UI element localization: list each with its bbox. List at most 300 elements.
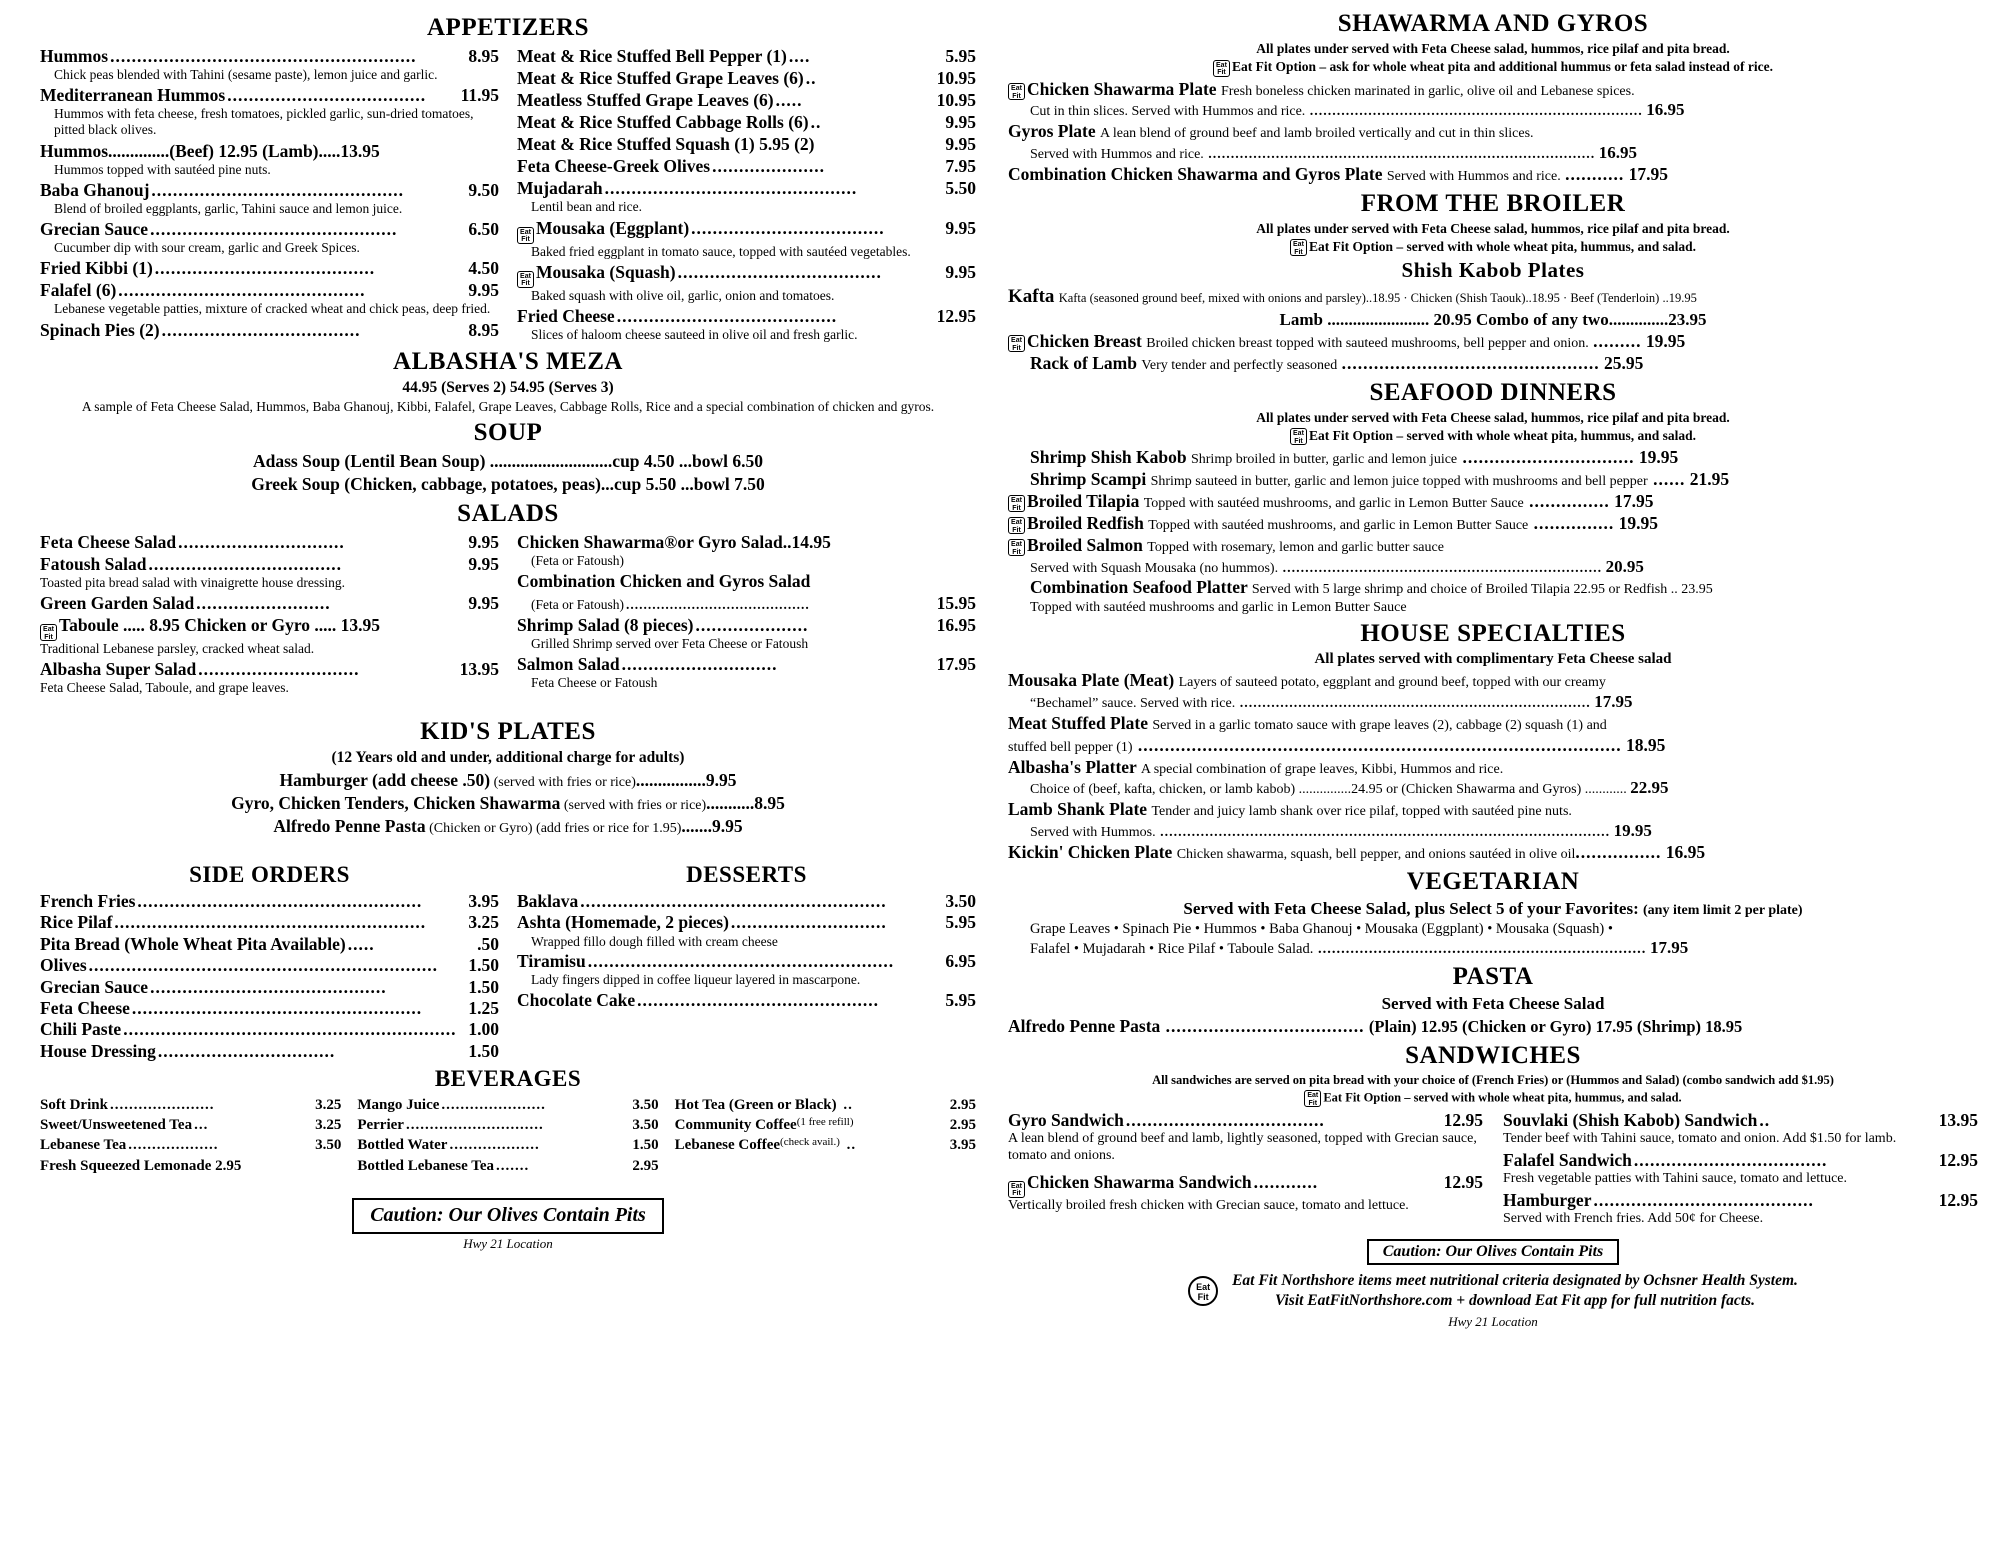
- leader-dots: .........: [1593, 330, 1642, 351]
- leader-dots: ....................................: [148, 553, 342, 574]
- eat-fit-icon: Eat Fit: [517, 227, 534, 244]
- item-desc: Baked squash with olive oil, garlic, onion and tomatoes.: [531, 287, 835, 303]
- item-name: Soft Drink: [40, 1096, 108, 1113]
- menu-item: [1008, 799, 1978, 821]
- leader-dots: ..: [841, 1137, 857, 1154]
- item-desc: Very tender and perfectly seasoned: [1141, 357, 1338, 373]
- item-name: Falafel (6): [40, 280, 117, 301]
- item-name: Feta Cheese: [40, 997, 130, 1018]
- seafood-eatfit-note: Eat Fit Eat Fit Option – served with whole wheat pita, hummus, and salad.: [1008, 428, 1978, 446]
- item-price: 12.95: [1938, 1149, 1978, 1170]
- item-price: 9.95: [468, 531, 499, 552]
- shawarma-eatfit-note: Eat Fit Eat Fit Option – ask for whole wheat pita and additional hummus or feta salad instead of rice.: [1008, 59, 1978, 77]
- section-title-broiler: FROM THE BROILER: [1360, 189, 1626, 217]
- item-price: 4.50: [468, 258, 499, 279]
- item-price: 3.95: [949, 1137, 976, 1154]
- menu-item: [40, 1041, 499, 1062]
- menu-item: [517, 155, 976, 177]
- section-title-vegetarian: VEGETARIAN: [1406, 867, 1580, 895]
- item-price: 5.95: [945, 46, 976, 66]
- item-desc: Layers of sauteed potato, eggplant and ground beef, topped with our creamy: [1178, 675, 1606, 691]
- item-price: 18.95: [1626, 734, 1666, 755]
- item-desc: A lean blend of ground beef and lamb broiled vertically and cut in thin slices.: [1100, 126, 1534, 142]
- leader-dots: ............................................: [150, 976, 387, 997]
- item-name: Fried Kibbi (1): [40, 258, 153, 279]
- item-desc: Topped with sautéed mushrooms, and garlic in Lemon Butter Sauce: [1148, 517, 1529, 533]
- appetizers-columns: [40, 45, 976, 344]
- item-name: Gyro Sandwich: [1008, 1110, 1124, 1130]
- item-price: 3.50: [632, 1117, 659, 1134]
- menu-item: [40, 977, 499, 998]
- leader-dots: ......................................................................................: [1203, 146, 1596, 162]
- item-price: 6.95: [945, 951, 976, 971]
- item-price: 9.95: [945, 261, 976, 282]
- item-name: Mousaka Plate (Meat): [1008, 670, 1175, 691]
- item-price: 15.95: [936, 593, 976, 614]
- kids-subtitle: (12 Years old and under, additional charge for adults): [331, 748, 685, 766]
- shawarma-note: All plates under served with Feta Cheese salad, hummos, rice pilaf and pita bread.: [1256, 41, 1730, 56]
- item-price: 16.95: [936, 615, 976, 636]
- item-desc: A special combination of grape leaves, Kibbi, Hummos and rice.: [1140, 761, 1504, 777]
- eat-fit-icon: Eat Fit: [1008, 495, 1025, 512]
- item-name: Alfredo Penne Pasta: [1008, 1016, 1161, 1037]
- item-price: 3.50: [632, 1096, 659, 1113]
- item-price: 19.95: [1613, 821, 1652, 841]
- leader-dots: ..........................................................: [114, 912, 427, 933]
- menu-item: [517, 177, 976, 199]
- leader-dots: .....................: [712, 156, 825, 177]
- menu-item: [40, 218, 499, 240]
- item-name: Pita Bread (Whole Wheat Pita Available): [40, 933, 346, 954]
- caution-text: Caution: Our Olives Contain Pits: [1367, 1239, 1620, 1265]
- leader-dots: ..: [805, 68, 817, 89]
- leader-dots: ......................................: [677, 261, 882, 282]
- item-desc: Traditional Lebanese parsley, cracked wheat salad.: [40, 641, 315, 657]
- item-note: (1 free refill): [796, 1116, 854, 1129]
- menu-item: [40, 179, 499, 201]
- item-name: Combination Chicken and Gyros Salad: [517, 571, 811, 592]
- broiler-note: All plates under served with Feta Cheese salad, hummos, rice pilaf and pita bread.: [1256, 220, 1730, 236]
- kids-line: [40, 792, 976, 815]
- eat-fit-icon: Eat Fit: [1008, 539, 1025, 556]
- leader-dots: ...: [194, 1117, 209, 1134]
- item-name: Meat Stuffed Plate: [1008, 712, 1148, 733]
- item-desc: Slices of haloom cheese sauteed in olive oil and fresh garlic.: [531, 326, 858, 342]
- item-desc: (Feta or Fatoush): [531, 552, 624, 568]
- item-name: Rack of Lamb: [1030, 352, 1137, 373]
- item-name: Taboule ..... 8.95 Chicken or Gyro ..... 13.95: [59, 615, 381, 636]
- leader-dots: ......................: [441, 1096, 546, 1113]
- item-price: 19.95: [1618, 512, 1659, 533]
- section-title-salads: SALADS: [457, 499, 559, 527]
- menu-item: [40, 658, 499, 680]
- menu-item: [1008, 1016, 1978, 1038]
- menu-item: [1008, 79, 1978, 101]
- section-title-kids: KID'S PLATES: [420, 717, 596, 745]
- item-name: Hummos: [40, 46, 109, 66]
- beverages-col-3: [675, 1095, 976, 1176]
- item-name: Feta Cheese Salad: [40, 531, 177, 552]
- appetizers-col-2: [517, 45, 976, 344]
- menu-item: [40, 1095, 341, 1115]
- menu-item: [40, 553, 499, 575]
- menu-item: [1008, 331, 1978, 353]
- menu-item: [40, 140, 499, 162]
- leader-dots: .....: [775, 90, 803, 111]
- item-name: Chicken Breast: [1027, 330, 1142, 351]
- footer-line-1: Eat Fit Northshore items meet nutritional criteria designated by Ochsner Health System.: [1232, 1271, 1798, 1289]
- leader-dots: ............: [1253, 1171, 1319, 1192]
- menu-item: [517, 305, 976, 327]
- menu-item: [1008, 513, 1978, 535]
- item-price: 2.95: [949, 1117, 976, 1134]
- item-price: 12.95: [1443, 1171, 1483, 1192]
- section-title-sandwiches: SANDWICHES: [1405, 1042, 1581, 1069]
- item-price: 8.95: [468, 46, 499, 66]
- menu-item: [1008, 164, 1978, 186]
- item-name: House Dressing: [40, 1040, 156, 1061]
- item-price: 19.95: [1645, 330, 1686, 351]
- item-price: 3.95: [468, 891, 499, 912]
- item-name: Hummos..............(Beef) 12.95 (Lamb).....13.95: [40, 140, 380, 161]
- eat-fit-icon: Eat Fit: [40, 624, 57, 641]
- sandwiches-col-2: [1503, 1109, 1978, 1229]
- kids-line: [40, 769, 976, 792]
- item-price: 1.50: [468, 1040, 499, 1061]
- menu-item: [1503, 1109, 1978, 1131]
- item-name: Mousaka (Eggplant): [536, 217, 690, 238]
- item-name: Hot Tea (Green or Black): [674, 1096, 837, 1113]
- item-desc: Baked fried eggplant in tomato sauce, topped with sautéed vegetables.: [531, 243, 911, 259]
- item-name: Tiramisu: [517, 951, 586, 971]
- leader-dots: ...........: [1565, 163, 1625, 184]
- menu-item: [517, 531, 976, 553]
- eat-fit-icon: Eat Fit: [1008, 335, 1025, 352]
- menu-item: [40, 1019, 499, 1040]
- item-price: 8.95: [468, 319, 499, 340]
- menu-item: [357, 1095, 658, 1115]
- seafood-note: All plates under served with Feta Cheese salad, hummos, rice pilaf and pita bread.: [1256, 409, 1730, 425]
- menu-item: [517, 990, 976, 1011]
- item-name: Mediterranean Hummos: [40, 85, 226, 106]
- leader-dots: ...............................................: [151, 179, 405, 200]
- leader-dots: ...............: [1523, 490, 1610, 511]
- item-sub: Cut in thin slices. Served with Hummos and rice. .......................................................................... 16.95: [1030, 100, 1685, 120]
- item-desc: A lean blend of ground beef and lamb, lightly seasoned, topped with Grecian sauce, tomato and onions.: [1008, 1131, 1477, 1163]
- item-name: Hamburger: [1503, 1189, 1592, 1210]
- item-name: Meat & Rice Stuffed Squash (1) 5.95 (2): [517, 134, 815, 155]
- leader-dots: .....................................................: [137, 891, 423, 912]
- beverages-grid: [40, 1095, 976, 1176]
- leader-dots: ..: [810, 112, 822, 133]
- eat-fit-icon: Eat Fit: [1008, 517, 1025, 534]
- item-price: 16.95: [1665, 841, 1706, 862]
- item-price: 2.95: [949, 1096, 976, 1113]
- meza-prices: 44.95 (Serves 2) 54.95 (Serves 3): [402, 379, 614, 397]
- location-note-left: Hwy 21 Location: [463, 1235, 553, 1251]
- item-name: Lebanese Coffee: [674, 1137, 781, 1154]
- item-name: Fried Cheese: [517, 305, 615, 326]
- eat-fit-icon: Eat Fit: [1304, 1090, 1321, 1107]
- eat-fit-icon: Eat Fit: [1290, 428, 1307, 445]
- item-sub: Served with Hummos. .................................................................................................... 19.95: [1030, 821, 1652, 841]
- item-price: 5.95: [945, 912, 976, 933]
- item-name: Mango Juice: [357, 1096, 440, 1113]
- item-sub: Served with Hummos and rice. ...................................................................................... 16.95: [1030, 142, 1638, 162]
- menu-item: [1008, 577, 1978, 599]
- leader-dots: ...........: [706, 792, 755, 813]
- menu-item: [1008, 757, 1978, 779]
- menu-item: [40, 891, 499, 912]
- sandwiches-col-1: [1008, 1109, 1483, 1229]
- shish-kabob-plates-title: Shish Kabob Plates: [1401, 258, 1585, 283]
- leader-dots: .............................: [621, 654, 778, 675]
- section-title-desserts: DESSERTS: [686, 862, 807, 888]
- leader-dots: ......................: [109, 1096, 215, 1113]
- leader-dots: .....: [347, 933, 375, 954]
- leader-dots: .......: [496, 1157, 530, 1174]
- item-price: 2.95: [632, 1157, 659, 1174]
- item-desc: Shrimp broiled in butter, garlic and lemon juice: [1190, 452, 1458, 468]
- menu-item: [357, 1135, 658, 1155]
- item-name: Falafel Sandwich: [1503, 1149, 1632, 1170]
- leader-dots: ..............................................: [150, 219, 398, 240]
- leader-dots: .......................................................................: [1278, 560, 1603, 576]
- item-name: Perrier: [357, 1117, 404, 1134]
- menu-item: [517, 891, 976, 912]
- item-name: Sweet/Unsweetened Tea: [40, 1117, 193, 1134]
- menu-item: [357, 1115, 658, 1135]
- item-desc: Grilled Shrimp served over Feta Cheese or Fatoush: [531, 636, 809, 652]
- section-title-pasta: PASTA: [1452, 963, 1534, 991]
- menu-item: [675, 1095, 976, 1115]
- menu-item: [517, 570, 976, 592]
- salads-columns: [40, 531, 976, 698]
- menu-item: [1008, 491, 1978, 513]
- menu-item: [517, 133, 976, 155]
- item-desc: Cucumber dip with sour cream, garlic and Greek Spices.: [54, 240, 360, 256]
- soup-line-2: Greek Soup (Chicken, cabbage, potatoes, peas)...cup 5.50 ...bowl 7.50: [251, 474, 765, 495]
- leader-dots: .........................................................: [110, 46, 417, 66]
- menu-item: [517, 111, 976, 133]
- leader-dots: ..............................................................................: [1235, 696, 1591, 712]
- item-desc: (Chicken or Gyro) (add fries or rice for 1.95): [425, 820, 682, 836]
- section-title-appetizers: APPETIZERS: [427, 14, 589, 41]
- item-price: 3.25: [315, 1096, 342, 1113]
- item-name: Bottled Lebanese Tea: [357, 1157, 495, 1174]
- item-desc: Tender beef with Tahini sauce, tomato and onion. Add $1.50 for lamb.: [1503, 1131, 1897, 1147]
- menu-item: [517, 45, 976, 67]
- item-name: Gyro, Chicken Tenders, Chicken Shawarma: [231, 792, 561, 813]
- item-sub: stuffed bell pepper (1) .......................................................................................... 18.95: [1008, 734, 1666, 755]
- sandwiches-note: All sandwiches are served on pita bread with your choice of (French Fries) or (Hummos and Salad) (combo sandwich add $1.95): [1152, 1073, 1834, 1087]
- item-price: 9.95: [945, 112, 976, 133]
- menu-item: [517, 89, 976, 111]
- menu-item: [675, 1115, 976, 1135]
- item-name: Kickin' Chicken Plate: [1008, 841, 1173, 862]
- leader-dots: .....................................: [161, 319, 361, 340]
- leader-dots: ...............: [1528, 512, 1615, 533]
- leader-dots: ......: [1647, 469, 1686, 490]
- pasta-subtitle: Served with Feta Cheese Salad: [1381, 994, 1605, 1014]
- item-price: 9.95: [468, 553, 499, 574]
- menu-item: [40, 1156, 341, 1176]
- item-price: 17.95: [936, 654, 976, 675]
- footer-line-2: Visit EatFitNorthshore.com + download Eat Fit app for full nutrition facts.: [1275, 1292, 1755, 1310]
- vegetarian-line-2: Falafel • Mujadarah • Rice Pilaf • Taboule Salad. ....................................................................... 17.95: [1030, 938, 1689, 958]
- item-price: 3.50: [945, 891, 976, 912]
- leader-dots: [816, 133, 943, 155]
- leader-dots: ..........................................: [625, 597, 810, 613]
- menu-item: [357, 1156, 658, 1176]
- item-price: 3.50: [315, 1137, 342, 1154]
- item-name: Lebanese Tea: [40, 1137, 127, 1154]
- menu-item: [40, 319, 499, 341]
- item-name: Meat & Rice Stuffed Bell Pepper (1): [517, 46, 787, 66]
- menu-item: [517, 261, 976, 288]
- section-title-house-specialties: HOUSE SPECIALTIES: [1360, 620, 1626, 648]
- item-price: 25.95: [1604, 352, 1644, 373]
- item-price: 1.00: [468, 1019, 499, 1040]
- menu-item: [40, 955, 499, 976]
- menu-item: [1008, 353, 1978, 375]
- leader-dots: .................................: [157, 1040, 336, 1061]
- item-desc: Served in a garlic tomato sauce with grape leaves (2), cabbage (2) squash (1) and: [1152, 717, 1607, 733]
- item-name: (Feta or Fatoush): [531, 597, 624, 613]
- menu-item: [40, 592, 499, 614]
- sandwiches-eatfit-note: Eat Fit Eat Fit Option – served with whole wheat pita, hummus, and salad.: [1008, 1090, 1978, 1107]
- eat-fit-icon: Eat Fit: [1008, 1181, 1025, 1198]
- lamb-combo-line: Lamb ........................ 20.95 Combo of any two..............23.95: [1279, 309, 1707, 329]
- item-price: .50: [477, 933, 499, 954]
- item-price: 12.95: [1938, 1189, 1978, 1210]
- item-price: 10.95: [936, 90, 976, 111]
- caution-box-left: [40, 1198, 976, 1234]
- menu-item: [40, 45, 499, 67]
- item-price: 8.95: [754, 792, 785, 813]
- leader-dots: ....................................: [1633, 1149, 1828, 1170]
- menu-item: [517, 217, 976, 244]
- leader-dots: ..: [1759, 1110, 1771, 1130]
- menu-item: [1008, 842, 1978, 864]
- item-name: Mujadarah: [517, 178, 603, 199]
- item-price: 9.50: [468, 179, 499, 200]
- item-price: 7.95: [945, 156, 976, 177]
- item-price: 5.50: [945, 178, 976, 199]
- eat-fit-logo-icon: Eat Fit: [1188, 1276, 1218, 1306]
- item-name: Combination Seafood Platter: [1030, 577, 1248, 598]
- meza-desc: A sample of Feta Cheese Salad, Hummos, Baba Ghanouj, Kibbi, Falafel, Grape Leaves, Cabbage Rolls, Rice and a special combination of chicken and gyros.: [81, 399, 935, 415]
- item-price: 19.95: [1638, 447, 1679, 468]
- leader-dots: ................: [635, 769, 706, 790]
- eat-fit-icon: Eat Fit: [1290, 239, 1307, 256]
- item-desc: Served with 5 large shrimp and choice of Broiled Tilapia 22.95 or Redfish .. 23.95: [1251, 582, 1713, 598]
- item-name: Green Garden Salad: [40, 593, 195, 614]
- item-desc: Hummos with feta cheese, fresh tomatoes, pickled garlic, sun-dried tomatoes, pitted black olives.: [54, 106, 474, 138]
- leader-dots: [856, 1115, 948, 1135]
- sides-desserts-columns: [40, 858, 976, 1062]
- leader-dots: .............................: [405, 1117, 544, 1134]
- item-desc: Served with French fries. Add 50¢ for Cheese.: [1503, 1210, 1764, 1226]
- item-name: Shrimp Salad (8 pieces): [517, 615, 694, 636]
- menu-item: [1008, 121, 1978, 143]
- item-price: 17.95: [1628, 163, 1668, 184]
- menu-item: [40, 84, 499, 106]
- item-price: 1.25: [468, 997, 499, 1018]
- leader-dots: .........................................: [616, 305, 838, 326]
- menu-item: [517, 653, 976, 675]
- leader-dots: .....................................: [1125, 1110, 1325, 1130]
- leader-dots: .............................: [730, 912, 887, 933]
- menu-item: [40, 531, 499, 553]
- leader-dots: .....................................: [1160, 1016, 1365, 1037]
- section-title-side-orders: SIDE ORDERS: [189, 862, 350, 888]
- leader-dots: ....: [788, 46, 811, 66]
- vegetarian-line-1: Grape Leaves • Spinach Pie • Hummos • Baba Ghanouj • Mousaka (Eggplant) • Mousaka (Squash) •: [1030, 920, 1613, 937]
- item-name: Shrimp Shish Kabob: [1030, 447, 1187, 468]
- item-desc: (served with fries or rice): [490, 774, 636, 790]
- leader-dots: ....................................................................................................: [1155, 825, 1611, 841]
- leader-dots: .........................................: [1593, 1189, 1814, 1210]
- leader-dots: .................................................................: [88, 955, 439, 976]
- leader-dots: ..........................................................................: [1305, 104, 1643, 120]
- item-name: Grecian Sauce: [40, 976, 149, 997]
- caution-text: Caution: Our Olives Contain Pits: [352, 1198, 664, 1234]
- menu-item: [40, 998, 499, 1019]
- item-price: 20.95: [1605, 556, 1644, 576]
- item-name: Chocolate Cake: [517, 989, 636, 1010]
- menu-item: [1008, 447, 1978, 469]
- menu-item: [40, 1135, 341, 1155]
- item-sub: Choice of (beef, kafta, chicken, or lamb kabob) ...............24.95 or (Chicken Shawarma and Gyros) ............ 22.95: [1030, 778, 1669, 798]
- item-name: Meatless Stuffed Grape Leaves (6): [517, 90, 774, 111]
- leader-dots: ..............................................................: [123, 1019, 457, 1040]
- item-sub: Topped with sautéed mushrooms and garlic in Lemon Butter Sauce: [1030, 600, 1407, 616]
- menu-item: [40, 934, 499, 955]
- item-name: Baklava: [517, 891, 579, 912]
- item-desc: Feta Cheese Salad, Taboule, and grape leaves.: [40, 680, 289, 696]
- menu-item: [517, 912, 976, 933]
- item-desc: Lebanese vegetable patties, mixture of cracked wheat and chick peas, deep fried.: [54, 301, 491, 317]
- item-desc: Lady fingers dipped in coffee liqueur layered in mascarpone.: [531, 972, 861, 988]
- item-price: 12.95: [1443, 1110, 1483, 1130]
- item-name: Albasha's Platter: [1008, 756, 1137, 777]
- item-desc: Vertically broiled fresh chicken with Grecian sauce, tomato and lettuce.: [1008, 1197, 1409, 1213]
- caution-box-right: [1008, 1239, 1978, 1265]
- leader-dots: .........................................................: [587, 951, 895, 971]
- appetizers-col-1: [40, 45, 499, 344]
- item-desc: Broiled chicken breast topped with sauteed mushrooms, bell pepper and onion.: [1146, 335, 1589, 351]
- item-desc: (served with fries or rice): [560, 797, 707, 813]
- leader-dots: ..: [838, 1096, 853, 1113]
- item-desc: Chicken shawarma, squash, bell pepper, and onions sautéed in olive oil: [1176, 846, 1576, 862]
- item-desc: Topped with rosemary, lemon and garlic butter sauce: [1147, 539, 1444, 555]
- item-price: (Plain) 12.95 (Chicken or Gyro) 17.95 (Shrimp) 18.95: [1368, 1017, 1743, 1037]
- item-name: Chicken Shawarma Sandwich: [1027, 1171, 1252, 1192]
- beverages-col-1: [40, 1095, 341, 1176]
- item-name: Feta Cheese-Greek Olives: [517, 156, 711, 177]
- item-price: 13.95: [1938, 1110, 1978, 1130]
- eat-fit-icon: Eat Fit: [517, 271, 534, 288]
- section-title-meza: ALBASHA'S MEZA: [393, 348, 623, 376]
- item-price: 16.95: [1646, 100, 1685, 120]
- menu-item: [1008, 670, 1978, 692]
- item-name: Broiled Salmon: [1027, 534, 1143, 555]
- menu-item: [1008, 469, 1978, 491]
- item-desc: Hummos topped with sautéed pine nuts.: [54, 161, 271, 177]
- menu-item: [40, 614, 499, 641]
- item-price: 10.95: [936, 68, 976, 89]
